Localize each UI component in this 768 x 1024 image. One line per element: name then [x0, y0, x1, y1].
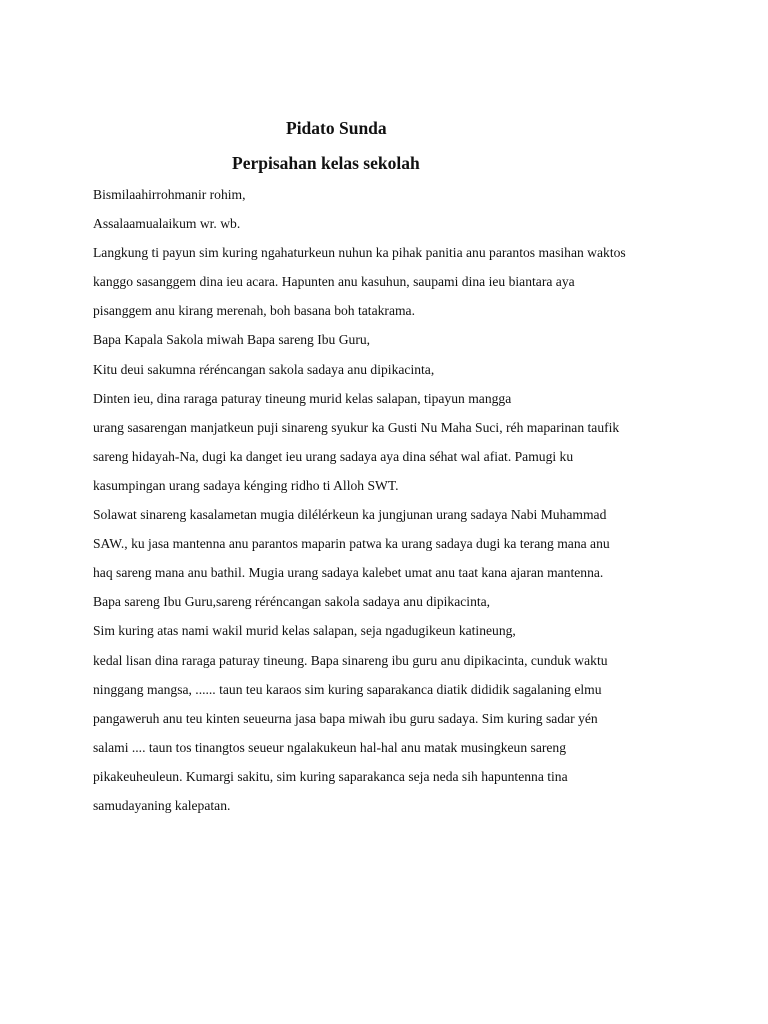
paragraph: salami .... taun tos tinangtos seueur ngalakukeun hal-hal anu matak musingkeun sareng [93, 739, 567, 755]
page-title: Pidato Sunda [286, 118, 387, 138]
paragraph: Dinten ieu, dina raraga paturay tineung murid kelas salapan, tipayun mangga [93, 390, 512, 406]
paragraph: ninggang mangsa, ...... taun teu karaos sim kuring saparakanca diatik dididik sagalaning elmu [93, 681, 602, 697]
paragraph: kanggo sasanggem dina ieu acara. Hapunten anu kasuhun, saupami dina ieu biantara aya [93, 274, 575, 290]
document-body [93, 185, 683, 825]
paragraph: SAW., ku jasa mantenna anu parantos maparin patwa ka urang sadaya dugi ka terang mana anu [93, 536, 610, 552]
page-subtitle: Perpisahan kelas sekolah [232, 153, 420, 173]
paragraph: pangaweruh anu teu kinten seueurna jasa bapa miwah ibu guru sadaya. Sim kuring sadar yén [93, 710, 598, 726]
paragraph: samudayaning kalepatan. [93, 797, 231, 813]
paragraph: Sim kuring atas nami wakil murid kelas salapan, seja ngadugikeun katineung, [93, 623, 516, 639]
paragraph: pisanggem anu kirang merenah, boh basana boh tatakrama. [93, 303, 415, 319]
paragraph: Kitu deui sakumna réréncangan sakola sadaya anu dipikacinta, [93, 361, 435, 377]
paragraph: kasumpingan urang sadaya kénging ridho ti Alloh SWT. [93, 477, 399, 493]
paragraph: pikakeuheuleun. Kumargi sakitu, sim kuring saparakanca seja neda sih hapuntenna tina [93, 768, 568, 784]
paragraph: Solawat sinareng kasalametan mugia dilélérkeun ka jungjunan urang sadaya Nabi Muhammad [93, 507, 607, 523]
paragraph: Langkung ti payun sim kuring ngahaturkeun nuhun ka pihak panitia anu parantos masihan waktos [93, 245, 626, 261]
paragraph: sareng hidayah-Na, dugi ka danget ieu urang sadaya aya dina séhat wal afiat. Pamugi ku [93, 448, 574, 464]
paragraph: Bismilaahirrohmanir rohim, [93, 187, 246, 202]
paragraph: Bapa Kapala Sakola miwah Bapa sareng Ibu Guru, [93, 332, 371, 348]
paragraph: Bapa sareng Ibu Guru,sareng réréncangan sakola sadaya anu dipikacinta, [93, 594, 491, 610]
paragraph: urang sasarengan manjatkeun puji sinareng syukur ka Gusti Nu Maha Suci, réh maparinan taufik [93, 419, 620, 435]
paragraph: haq sareng mana anu bathil. Mugia urang sadaya kalebet umat anu taat kana ajaran mantenna. [93, 565, 604, 581]
paragraph: kedal lisan dina raraga paturay tineung. Bapa sinareng ibu guru anu dipikacinta, cunduk waktu [93, 652, 608, 668]
paragraph: Assalaamualaikum wr. wb. [93, 216, 241, 232]
